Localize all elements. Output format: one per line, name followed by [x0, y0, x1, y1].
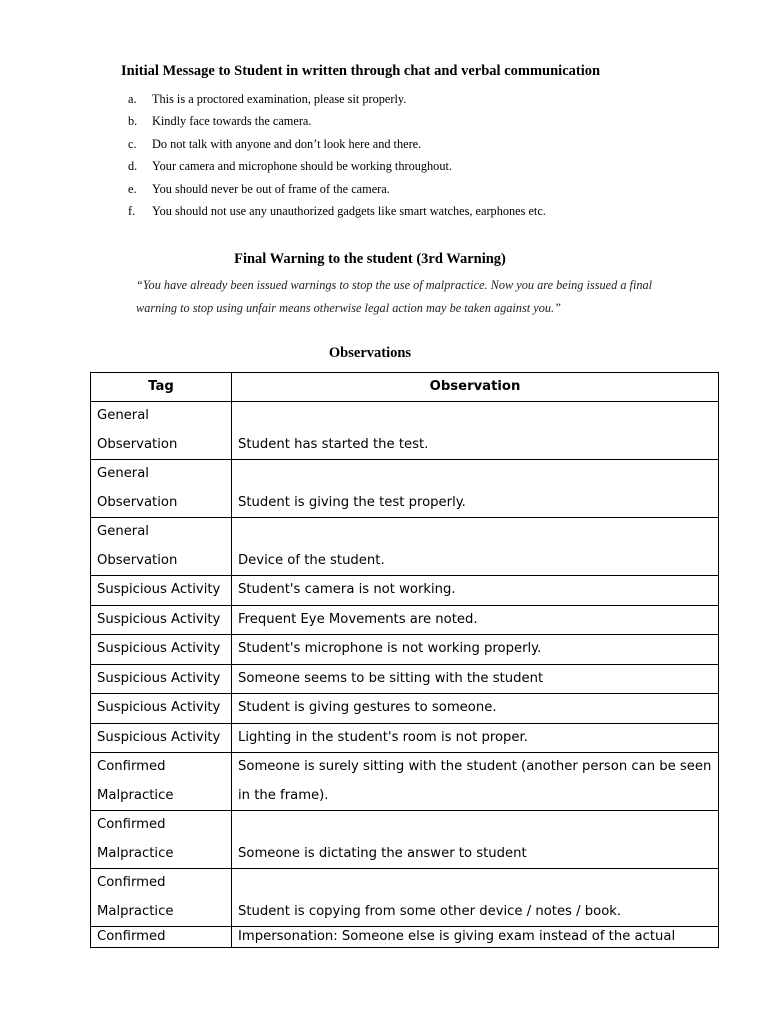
list-marker: d. — [128, 159, 138, 174]
tag-cell: Suspicious Activity — [91, 664, 232, 694]
list-item-text: Do not talk with anyone and don’t look here and there. — [152, 136, 422, 151]
table-row — [91, 576, 719, 606]
table-row — [91, 869, 719, 927]
tag-cell: Confirmed Malpractice — [91, 869, 232, 927]
list-marker: a. — [128, 92, 137, 106]
tag-cell: Suspicious Activity — [91, 723, 232, 753]
table-row — [91, 723, 719, 753]
final-warning-text: “You have already been issued warnings to stop the use of malpractice. Now you are being issued a final warning to stop using unfair means otherwise legal action may be taken against you.” — [136, 278, 653, 315]
tag-cell: General Observation — [91, 518, 232, 576]
tag-cell: Confirmed Malpractice — [91, 811, 232, 869]
observation-cell: Impersonation: Someone else is giving exam instead of the actual — [232, 927, 719, 948]
list-item-text: You should not use any unauthorized gadgets like smart watches, earphones etc. — [152, 203, 546, 218]
tag-cell: Suspicious Activity — [91, 694, 232, 724]
list-item — [128, 88, 546, 110]
tag-cell: Suspicious Activity — [91, 605, 232, 635]
list-item-text: This is a proctored examination, please sit properly. — [152, 92, 407, 106]
list-marker: b. — [128, 114, 138, 129]
table-row — [91, 605, 719, 635]
tag-cell: Suspicious Activity — [91, 576, 232, 606]
observation-cell: Student is copying from some other device / notes / book. — [232, 869, 719, 927]
list-item — [128, 155, 546, 177]
table-header-row — [91, 373, 719, 402]
initial-message-title: Initial Message to Student in written through chat and verbal communication — [121, 63, 601, 79]
tag-cell: Confirmed — [91, 927, 232, 948]
observation-cell: Student is giving the test properly. — [232, 460, 719, 518]
list-marker: e. — [128, 181, 137, 196]
table-row — [91, 664, 719, 694]
tag-cell: General Observation — [91, 402, 232, 460]
list-marker: f. — [128, 203, 136, 218]
list-item — [128, 110, 546, 132]
final-warning-title: Final Warning to the student (3rd Warning) — [234, 251, 506, 267]
table-row — [91, 402, 719, 460]
observation-column-header: Observation — [232, 373, 719, 402]
list-item-text: Kindly face towards the camera. — [152, 114, 312, 129]
observation-cell: Student's camera is not working. — [232, 576, 719, 606]
observation-cell: Someone seems to be sitting with the student — [232, 664, 719, 694]
table-row — [91, 518, 719, 576]
list-item — [128, 178, 546, 200]
tag-cell: Confirmed Malpractice — [91, 753, 232, 811]
instruction-list — [128, 88, 546, 222]
list-item — [128, 133, 546, 155]
list-item — [128, 200, 546, 222]
observation-cell: Student is giving gestures to someone. — [232, 694, 719, 724]
observation-cell: Frequent Eye Movements are noted. — [232, 605, 719, 635]
list-item-text: You should never be out of frame of the camera. — [152, 181, 390, 196]
observations-title: Observations — [328, 345, 412, 361]
table-row — [91, 694, 719, 724]
table-row — [91, 927, 719, 948]
observation-cell: Someone is surely sitting with the student (another person can be seen in the frame). — [232, 753, 719, 811]
table-row — [91, 811, 719, 869]
observation-cell: Someone is dictating the answer to student — [232, 811, 719, 869]
tag-cell: Suspicious Activity — [91, 635, 232, 665]
table-row — [91, 753, 719, 811]
tag-cell: General Observation — [91, 460, 232, 518]
list-marker: c. — [128, 136, 137, 151]
observation-cell: Student's microphone is not working properly. — [232, 635, 719, 665]
observation-cell: Lighting in the student's room is not proper. — [232, 723, 719, 753]
observation-cell: Device of the student. — [232, 518, 719, 576]
table-row — [91, 635, 719, 665]
observation-cell: Student has started the test. — [232, 402, 719, 460]
list-item-text: Your camera and microphone should be working throughout. — [152, 159, 452, 174]
observations-table — [90, 372, 719, 948]
tag-column-header: Tag — [91, 373, 232, 402]
table-row — [91, 460, 719, 518]
